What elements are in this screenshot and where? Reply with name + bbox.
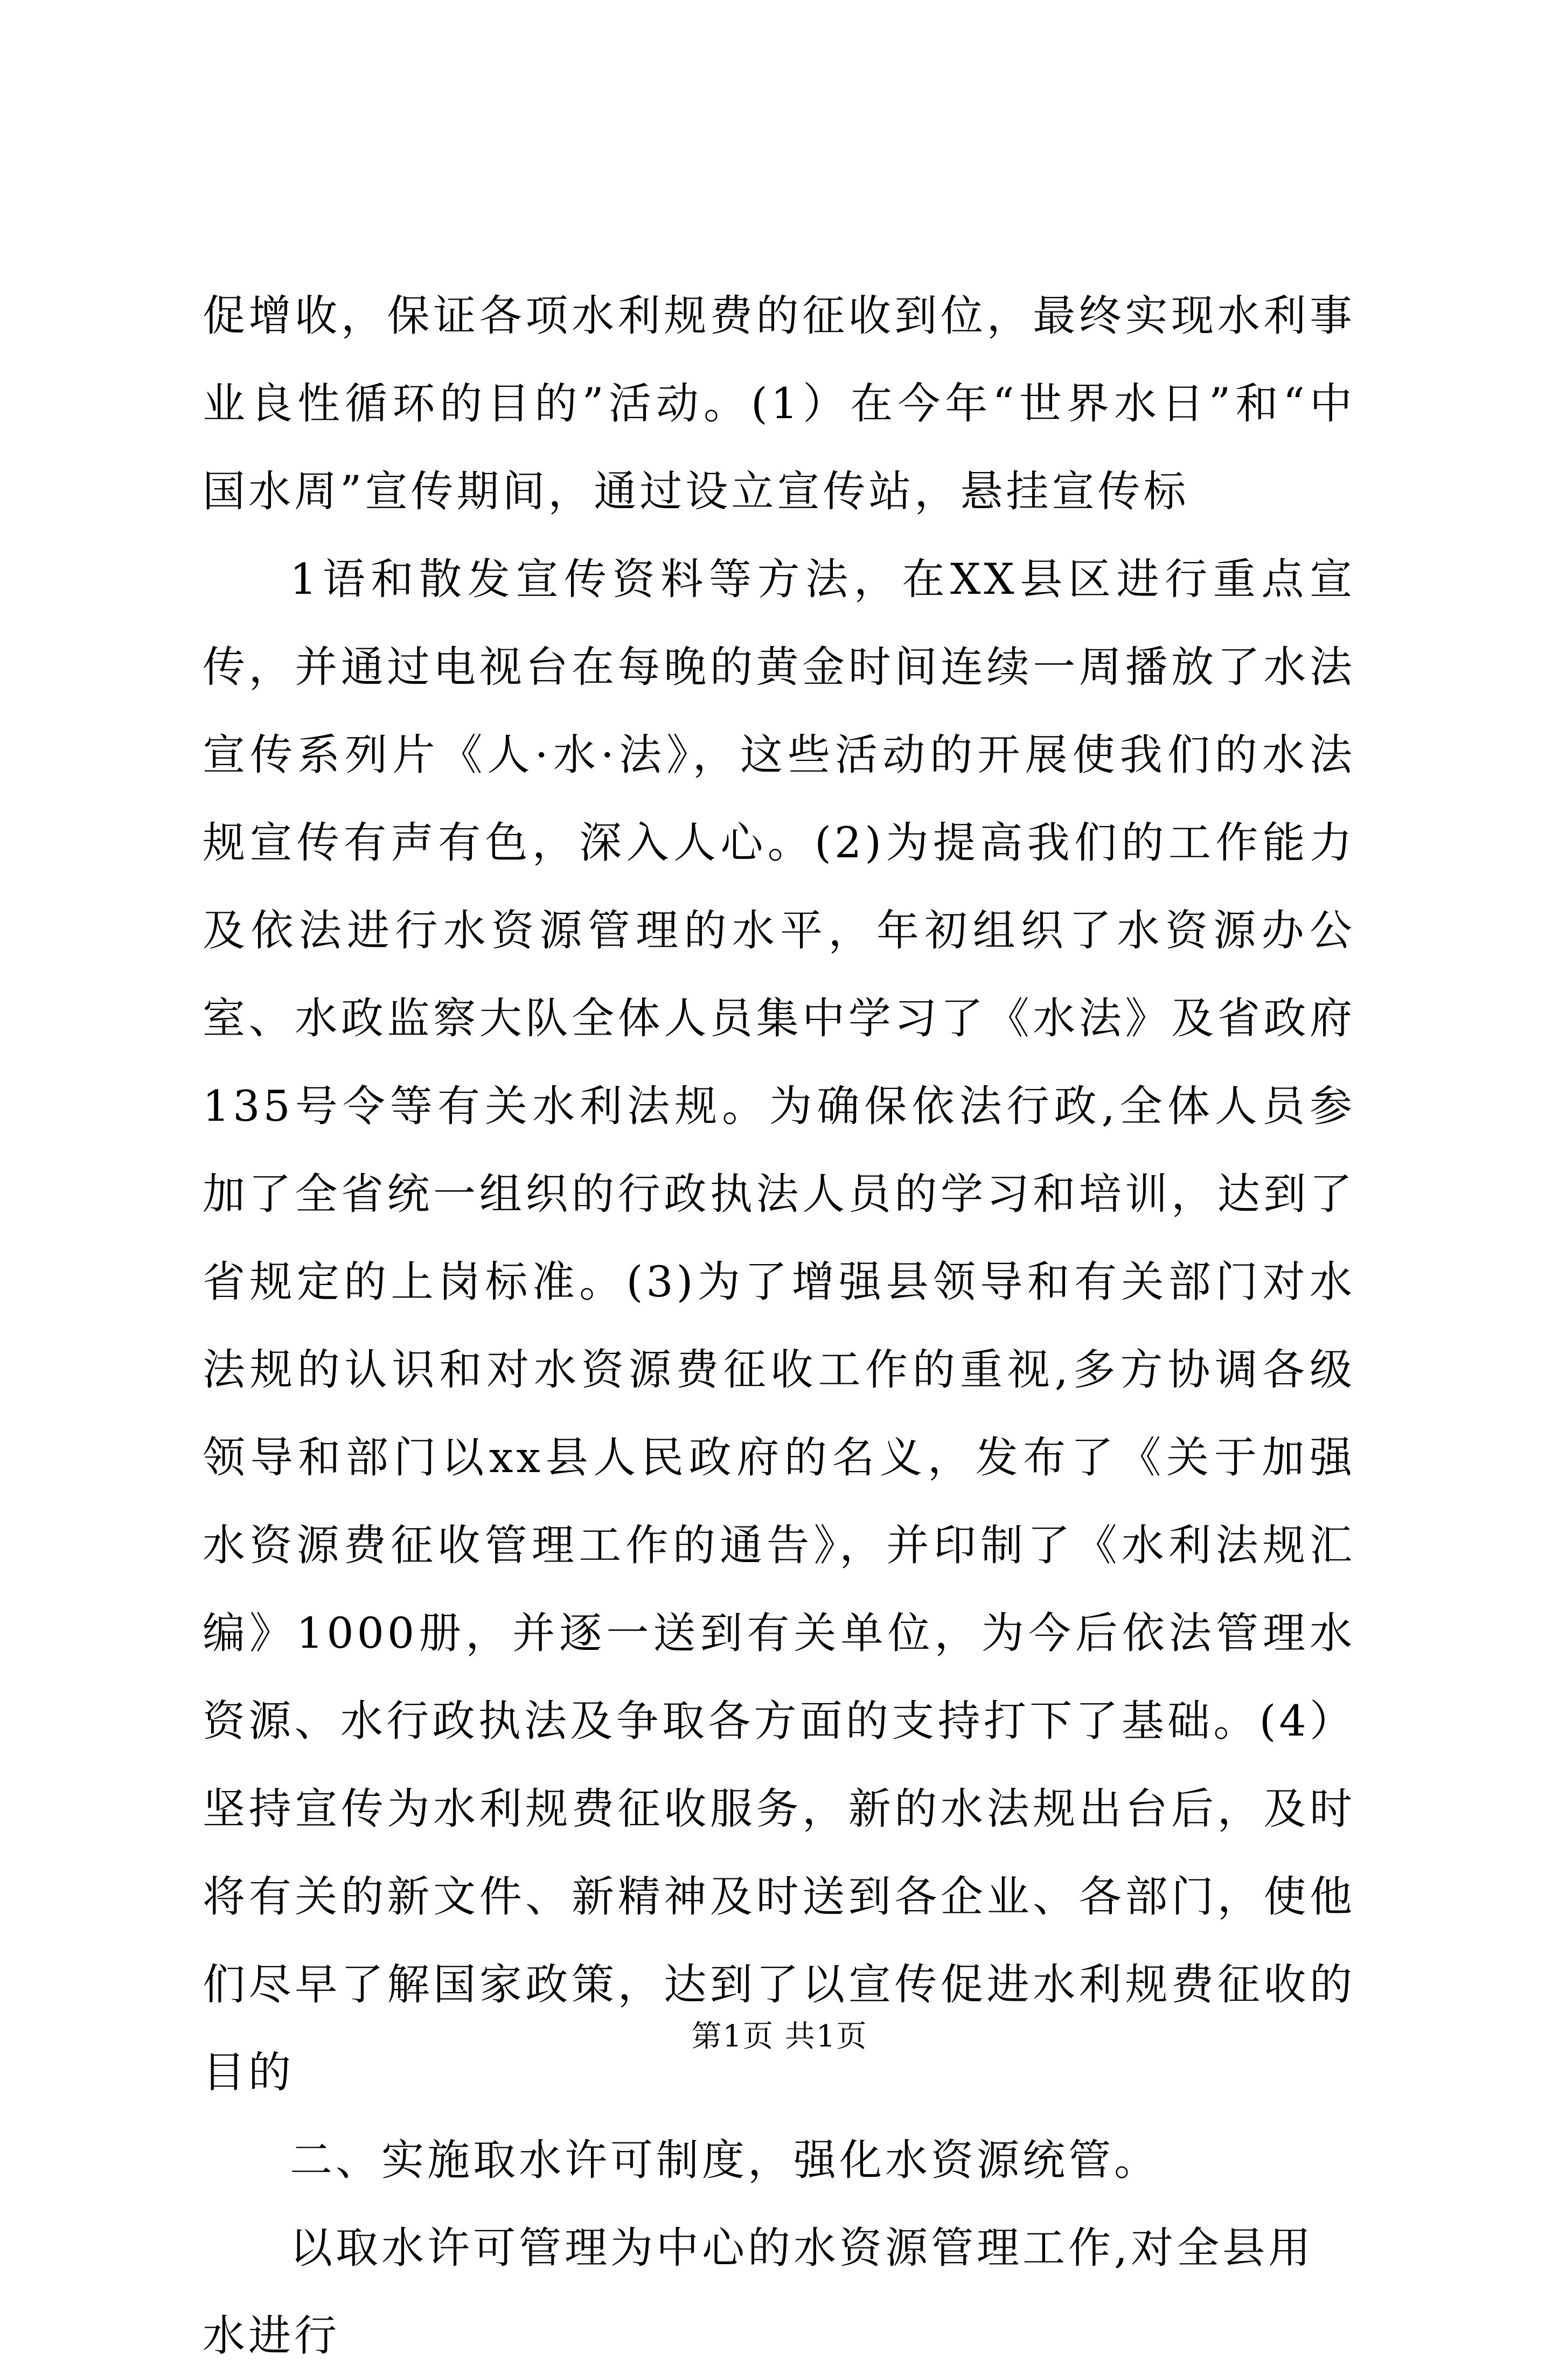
paragraph-continuation: 促增收，保证各项水利规费的征收到位，最终实现水利事业良性循环的目的”活动。(1）在今年“世界水日”和“中国水周”宣传期间，通过设立宣传站，悬挂宣传标 xyxy=(203,291,1355,516)
paragraph-publicity-activities: 1语和散发宣传资料等方法，在XX县区进行重点宣传，并通过电视台在每晚的黄金时间连续一周播放了水法宣传系列片《人·水·法》，这些活动的开展使我们的水法规宣传有声有色，深入人心。(2)为提高我们的工作能力及依法进行水资源管理的水平，年初组织了水资源办公室、水政监察大队全体人员集中学习了《水法》及省政府135号令等有关水利法规。为确保依法行政,全体人员参加了全省统一组织的行政执法人员的学习和培训，达到了省规定的上岗标准。(3)为了增强县领导和有关部门对水法规的认识和对水资源费征收工作的重视,多方协调各级领导和部门以xx县人民政府的名义，发布了《关于加强水资源费征收管理工作的通告》，并印制了《水利法规汇编》1000册，并逐一送到有关单位，为今后依法管理水资源、水行政执法及争取各方面的支持打下了基础。(4）坚持宣传为水利规费征收服务，新的水法规出台后，及时将有关的新文件、新精神及时送到各企业、各部门，使他们尽早了解国家政策，达到了以宣传促进水利规费征收的目的 xyxy=(203,554,1355,2097)
paragraph-water-permit-intro: 以取水许可管理为中心的水资源管理工作,对全县用水进行 xyxy=(203,2223,1314,2361)
document-body xyxy=(203,272,1355,2380)
section-heading-water-permit: 二、实施取水许可制度，强化水资源统管。 xyxy=(290,2135,1160,2185)
page-number-footer: 第1页 共1页 xyxy=(691,2019,868,2054)
